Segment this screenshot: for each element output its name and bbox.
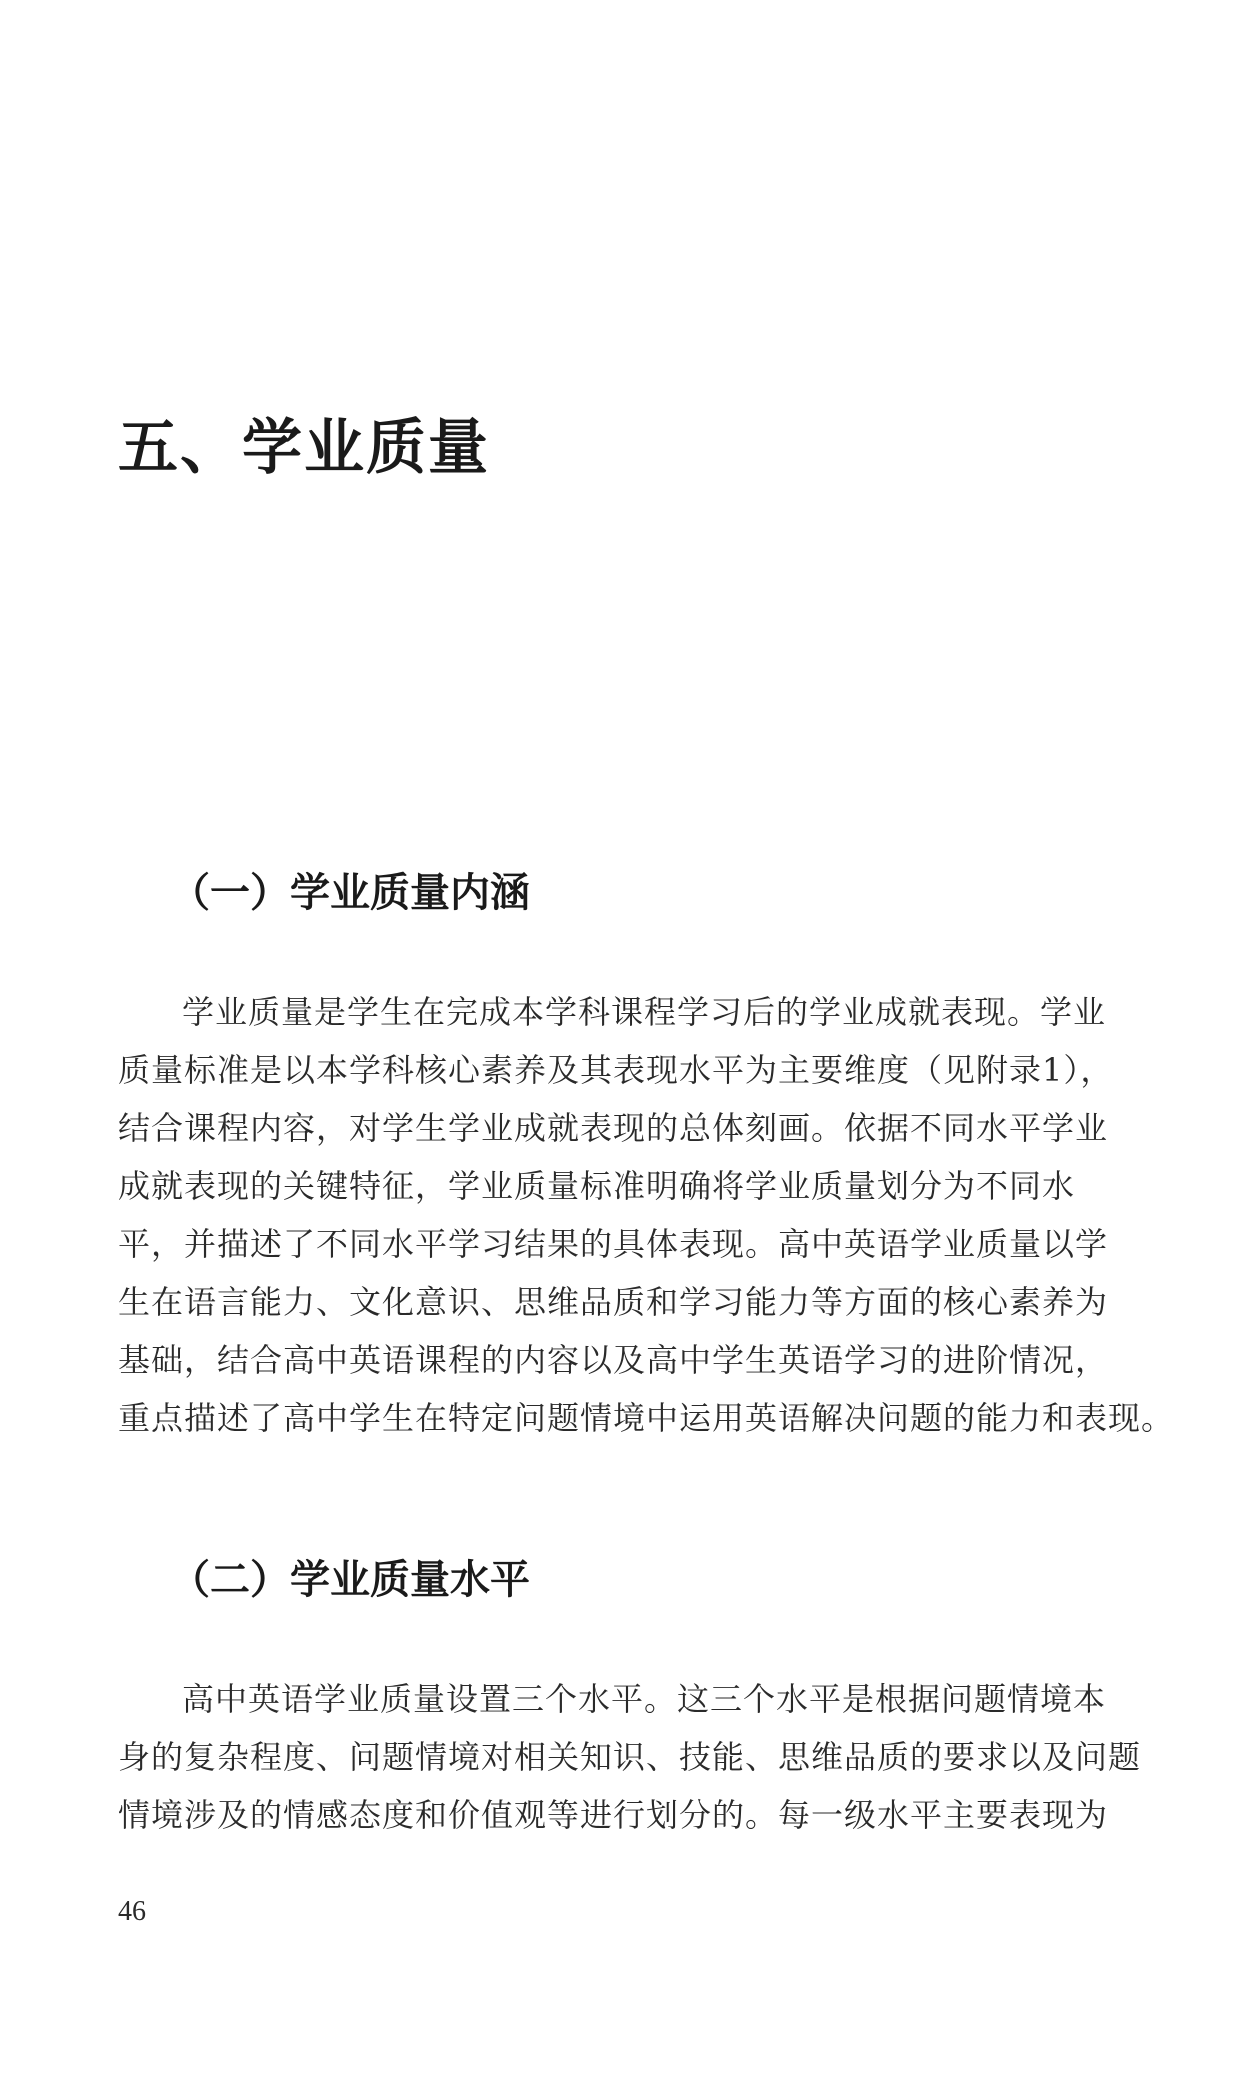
paragraph-line: 身的复杂程度、问题情境对相关知识、技能、思维品质的要求以及问题 <box>118 1738 1142 1776</box>
paragraph-line: 生在语言能力、文化意识、思维品质和学习能力等方面的核心素养为 <box>118 1283 1109 1321</box>
paragraph-line: 重点描述了高中学生在特定问题情境中运用英语解决问题的能力和表现。 <box>118 1399 1175 1437</box>
paragraph-line: 情境涉及的情感态度和价值观等进行划分的。每一级水平主要表现为 <box>118 1796 1109 1834</box>
paragraph-line: 平，并描述了不同水平学习结果的具体表现。高中英语学业质量以学 <box>118 1225 1109 1263</box>
paragraph-line: 结合课程内容，对学生学业成就表现的总体刻画。依据不同水平学业 <box>118 1109 1109 1147</box>
paragraph-line: 质量标准是以本学科核心素养及其表现水平为主要维度（见附录1）， <box>118 1051 1114 1089</box>
paragraph-levels <box>118 1670 1142 1844</box>
paragraph-connotation <box>118 983 1175 1447</box>
paragraph-line: 成就表现的关键特征，学业质量标准明确将学业质量划分为不同水 <box>118 1167 1076 1205</box>
section-heading-levels: （二）学业质量水平 <box>170 1557 530 1603</box>
paragraph-line: 高中英语学业质量设置三个水平。这三个水平是根据问题情境本 <box>182 1680 1107 1718</box>
section-heading-connotation: （一）学业质量内涵 <box>170 870 530 916</box>
chapter-title: 五、学业质量 <box>118 413 490 483</box>
paragraph-line: 基础，结合高中英语课程的内容以及高中学生英语学习的进阶情况， <box>118 1341 1109 1379</box>
page-number: 46 <box>118 1896 146 1927</box>
paragraph-line: 学业质量是学生在完成本学科课程学习后的学业成就表现。学业 <box>182 993 1107 1031</box>
